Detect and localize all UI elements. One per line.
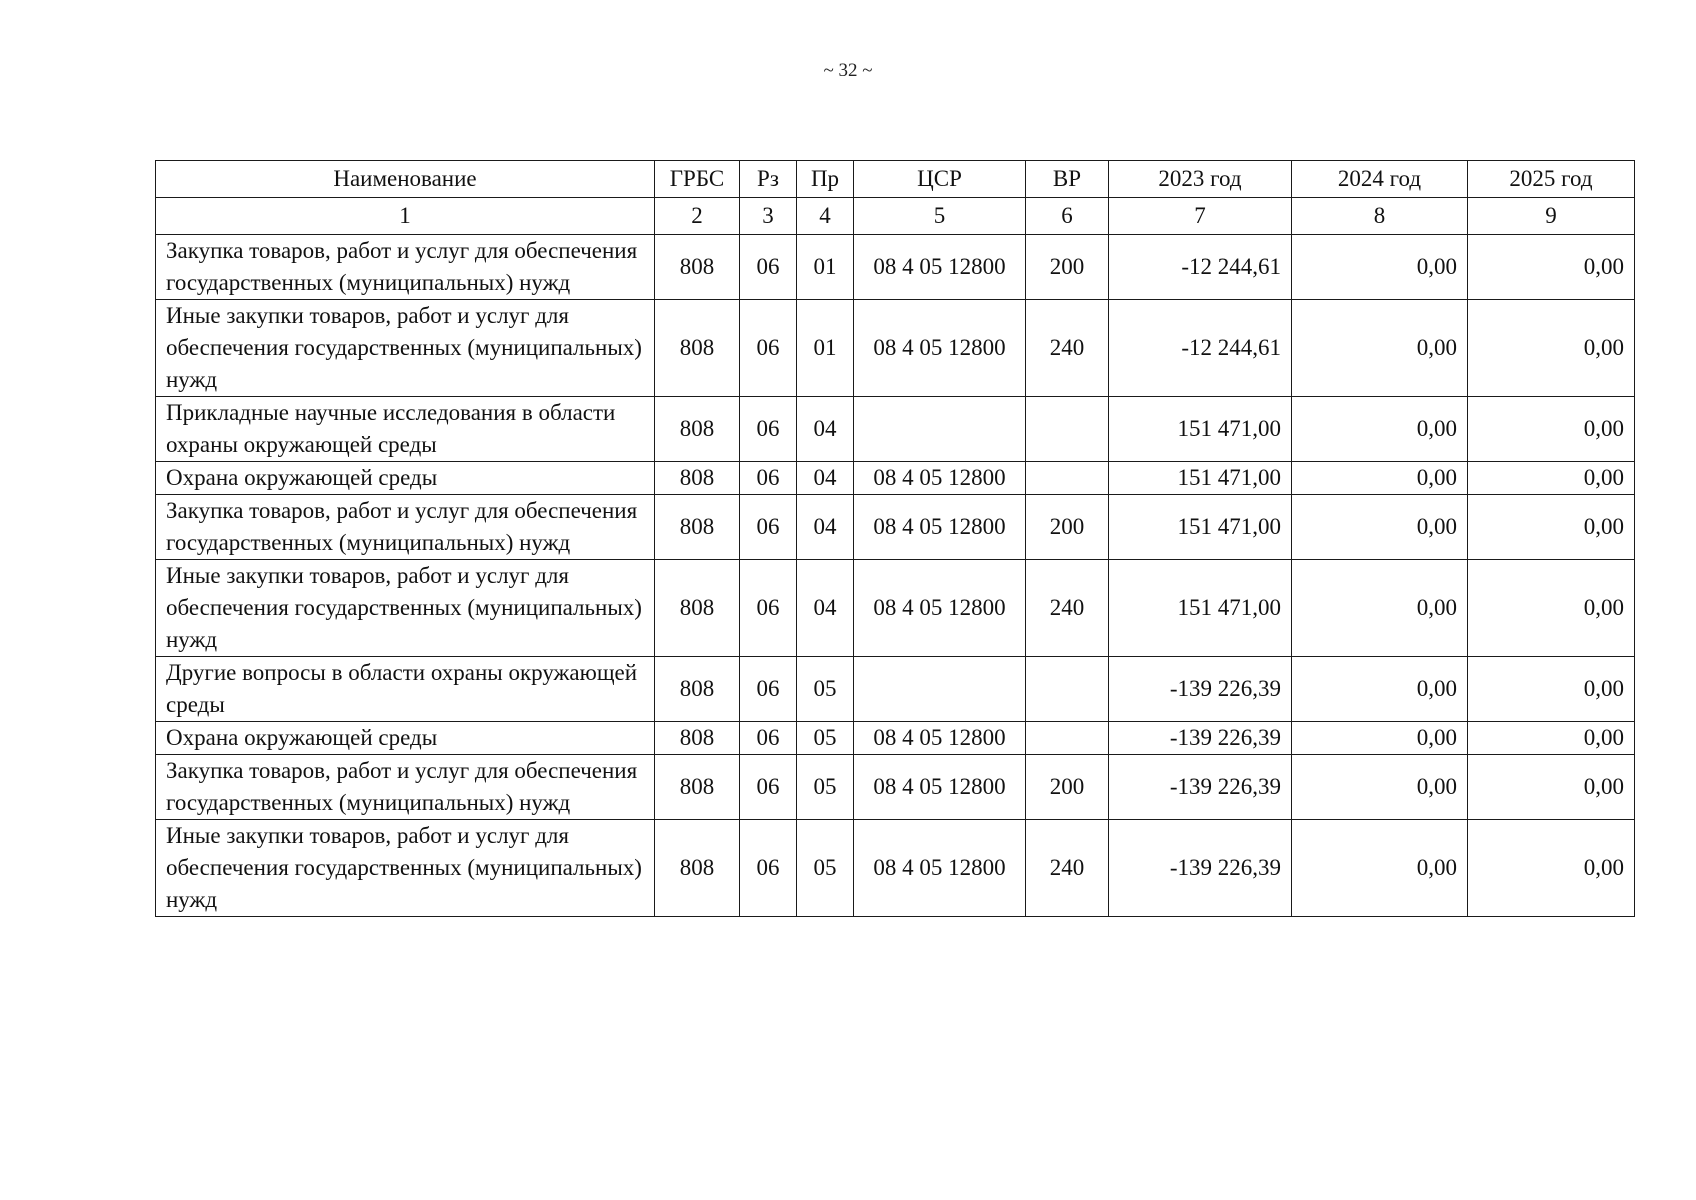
amount-2023-cell: 151 471,00 bbox=[1109, 560, 1292, 657]
csr-cell: 08 4 05 12800 bbox=[854, 495, 1026, 560]
pr-cell: 01 bbox=[797, 235, 854, 300]
csr-cell: 08 4 05 12800 bbox=[854, 560, 1026, 657]
amount-2025-cell: 0,00 bbox=[1468, 657, 1635, 722]
grbs-cell: 808 bbox=[655, 560, 740, 657]
amount-2023-cell: 151 471,00 bbox=[1109, 397, 1292, 462]
vr-cell: 200 bbox=[1026, 235, 1109, 300]
rz-cell: 06 bbox=[740, 235, 797, 300]
name-cell: Охрана окружающей среды bbox=[156, 722, 655, 755]
csr-cell bbox=[854, 397, 1026, 462]
table-row bbox=[156, 755, 1635, 820]
column-number-cell: 4 bbox=[797, 198, 854, 235]
page-number: ~ 32 ~ bbox=[823, 60, 873, 81]
amount-2024-cell: 0,00 bbox=[1292, 235, 1468, 300]
csr-cell: 08 4 05 12800 bbox=[854, 820, 1026, 917]
table-row bbox=[156, 657, 1635, 722]
grbs-cell: 808 bbox=[655, 495, 740, 560]
amount-2024-cell: 0,00 bbox=[1292, 495, 1468, 560]
name-cell: Закупка товаров, работ и услуг для обеспечения государственных (муниципальных) нужд bbox=[156, 755, 655, 820]
header-cell: ВР bbox=[1026, 161, 1109, 198]
rz-cell: 06 bbox=[740, 462, 797, 495]
rz-cell: 06 bbox=[740, 495, 797, 560]
pr-cell: 04 bbox=[797, 462, 854, 495]
vr-cell bbox=[1026, 657, 1109, 722]
grbs-cell: 808 bbox=[655, 755, 740, 820]
rz-cell: 06 bbox=[740, 300, 797, 397]
budget-table bbox=[155, 160, 1635, 917]
pr-cell: 05 bbox=[797, 820, 854, 917]
vr-cell: 200 bbox=[1026, 495, 1109, 560]
pr-cell: 05 bbox=[797, 755, 854, 820]
table-header-row bbox=[156, 161, 1635, 198]
vr-cell bbox=[1026, 462, 1109, 495]
table-row bbox=[156, 495, 1635, 560]
rz-cell: 06 bbox=[740, 397, 797, 462]
name-cell: Прикладные научные исследования в области охраны окружающей среды bbox=[156, 397, 655, 462]
pr-cell: 04 bbox=[797, 397, 854, 462]
amount-2025-cell: 0,00 bbox=[1468, 235, 1635, 300]
column-number-cell: 5 bbox=[854, 198, 1026, 235]
amount-2023-cell: -12 244,61 bbox=[1109, 300, 1292, 397]
amount-2023-cell: -139 226,39 bbox=[1109, 755, 1292, 820]
grbs-cell: 808 bbox=[655, 462, 740, 495]
amount-2024-cell: 0,00 bbox=[1292, 722, 1468, 755]
name-cell: Другие вопросы в области охраны окружающей среды bbox=[156, 657, 655, 722]
amount-2025-cell: 0,00 bbox=[1468, 820, 1635, 917]
csr-cell: 08 4 05 12800 bbox=[854, 722, 1026, 755]
amount-2025-cell: 0,00 bbox=[1468, 300, 1635, 397]
vr-cell: 240 bbox=[1026, 300, 1109, 397]
rz-cell: 06 bbox=[740, 755, 797, 820]
column-number-cell: 6 bbox=[1026, 198, 1109, 235]
grbs-cell: 808 bbox=[655, 657, 740, 722]
amount-2024-cell: 0,00 bbox=[1292, 755, 1468, 820]
header-cell: 2023 год bbox=[1109, 161, 1292, 198]
name-cell: Иные закупки товаров, работ и услуг для обеспечения государственных (муниципальных) нужд bbox=[156, 820, 655, 917]
pr-cell: 04 bbox=[797, 560, 854, 657]
pr-cell: 04 bbox=[797, 495, 854, 560]
csr-cell: 08 4 05 12800 bbox=[854, 462, 1026, 495]
csr-cell: 08 4 05 12800 bbox=[854, 300, 1026, 397]
name-cell: Охрана окружающей среды bbox=[156, 462, 655, 495]
amount-2023-cell: 151 471,00 bbox=[1109, 495, 1292, 560]
header-cell: Рз bbox=[740, 161, 797, 198]
header-cell: ЦСР bbox=[854, 161, 1026, 198]
vr-cell: 240 bbox=[1026, 820, 1109, 917]
name-cell: Закупка товаров, работ и услуг для обеспечения государственных (муниципальных) нужд bbox=[156, 235, 655, 300]
amount-2025-cell: 0,00 bbox=[1468, 755, 1635, 820]
amount-2024-cell: 0,00 bbox=[1292, 820, 1468, 917]
table-row bbox=[156, 300, 1635, 397]
header-cell: ГРБС bbox=[655, 161, 740, 198]
grbs-cell: 808 bbox=[655, 397, 740, 462]
amount-2023-cell: -139 226,39 bbox=[1109, 820, 1292, 917]
pr-cell: 01 bbox=[797, 300, 854, 397]
table-row bbox=[156, 722, 1635, 755]
amount-2023-cell: -139 226,39 bbox=[1109, 657, 1292, 722]
grbs-cell: 808 bbox=[655, 820, 740, 917]
column-number-row bbox=[156, 198, 1635, 235]
vr-cell bbox=[1026, 722, 1109, 755]
column-number-cell: 1 bbox=[156, 198, 655, 235]
amount-2025-cell: 0,00 bbox=[1468, 462, 1635, 495]
column-number-cell: 2 bbox=[655, 198, 740, 235]
header-cell: Пр bbox=[797, 161, 854, 198]
amount-2023-cell: -12 244,61 bbox=[1109, 235, 1292, 300]
csr-cell: 08 4 05 12800 bbox=[854, 755, 1026, 820]
table-row bbox=[156, 462, 1635, 495]
amount-2024-cell: 0,00 bbox=[1292, 300, 1468, 397]
header-cell: 2025 год bbox=[1468, 161, 1635, 198]
rz-cell: 06 bbox=[740, 560, 797, 657]
name-cell: Иные закупки товаров, работ и услуг для обеспечения государственных (муниципальных) нужд bbox=[156, 300, 655, 397]
csr-cell: 08 4 05 12800 bbox=[854, 235, 1026, 300]
pr-cell: 05 bbox=[797, 657, 854, 722]
amount-2025-cell: 0,00 bbox=[1468, 560, 1635, 657]
name-cell: Закупка товаров, работ и услуг для обеспечения государственных (муниципальных) нужд bbox=[156, 495, 655, 560]
header-cell: 2024 год bbox=[1292, 161, 1468, 198]
column-number-cell: 7 bbox=[1109, 198, 1292, 235]
amount-2024-cell: 0,00 bbox=[1292, 657, 1468, 722]
rz-cell: 06 bbox=[740, 820, 797, 917]
vr-cell bbox=[1026, 397, 1109, 462]
amount-2024-cell: 0,00 bbox=[1292, 397, 1468, 462]
table-row bbox=[156, 235, 1635, 300]
csr-cell bbox=[854, 657, 1026, 722]
amount-2023-cell: 151 471,00 bbox=[1109, 462, 1292, 495]
name-cell: Иные закупки товаров, работ и услуг для обеспечения государственных (муниципальных) нужд bbox=[156, 560, 655, 657]
amount-2025-cell: 0,00 bbox=[1468, 495, 1635, 560]
table-row bbox=[156, 397, 1635, 462]
vr-cell: 200 bbox=[1026, 755, 1109, 820]
grbs-cell: 808 bbox=[655, 300, 740, 397]
table-row bbox=[156, 820, 1635, 917]
table-row bbox=[156, 560, 1635, 657]
amount-2025-cell: 0,00 bbox=[1468, 397, 1635, 462]
vr-cell: 240 bbox=[1026, 560, 1109, 657]
amount-2025-cell: 0,00 bbox=[1468, 722, 1635, 755]
pr-cell: 05 bbox=[797, 722, 854, 755]
grbs-cell: 808 bbox=[655, 235, 740, 300]
rz-cell: 06 bbox=[740, 722, 797, 755]
rz-cell: 06 bbox=[740, 657, 797, 722]
header-cell: Наименование bbox=[156, 161, 655, 198]
grbs-cell: 808 bbox=[655, 722, 740, 755]
column-number-cell: 9 bbox=[1468, 198, 1635, 235]
amount-2023-cell: -139 226,39 bbox=[1109, 722, 1292, 755]
column-number-cell: 8 bbox=[1292, 198, 1468, 235]
amount-2024-cell: 0,00 bbox=[1292, 560, 1468, 657]
amount-2024-cell: 0,00 bbox=[1292, 462, 1468, 495]
column-number-cell: 3 bbox=[740, 198, 797, 235]
